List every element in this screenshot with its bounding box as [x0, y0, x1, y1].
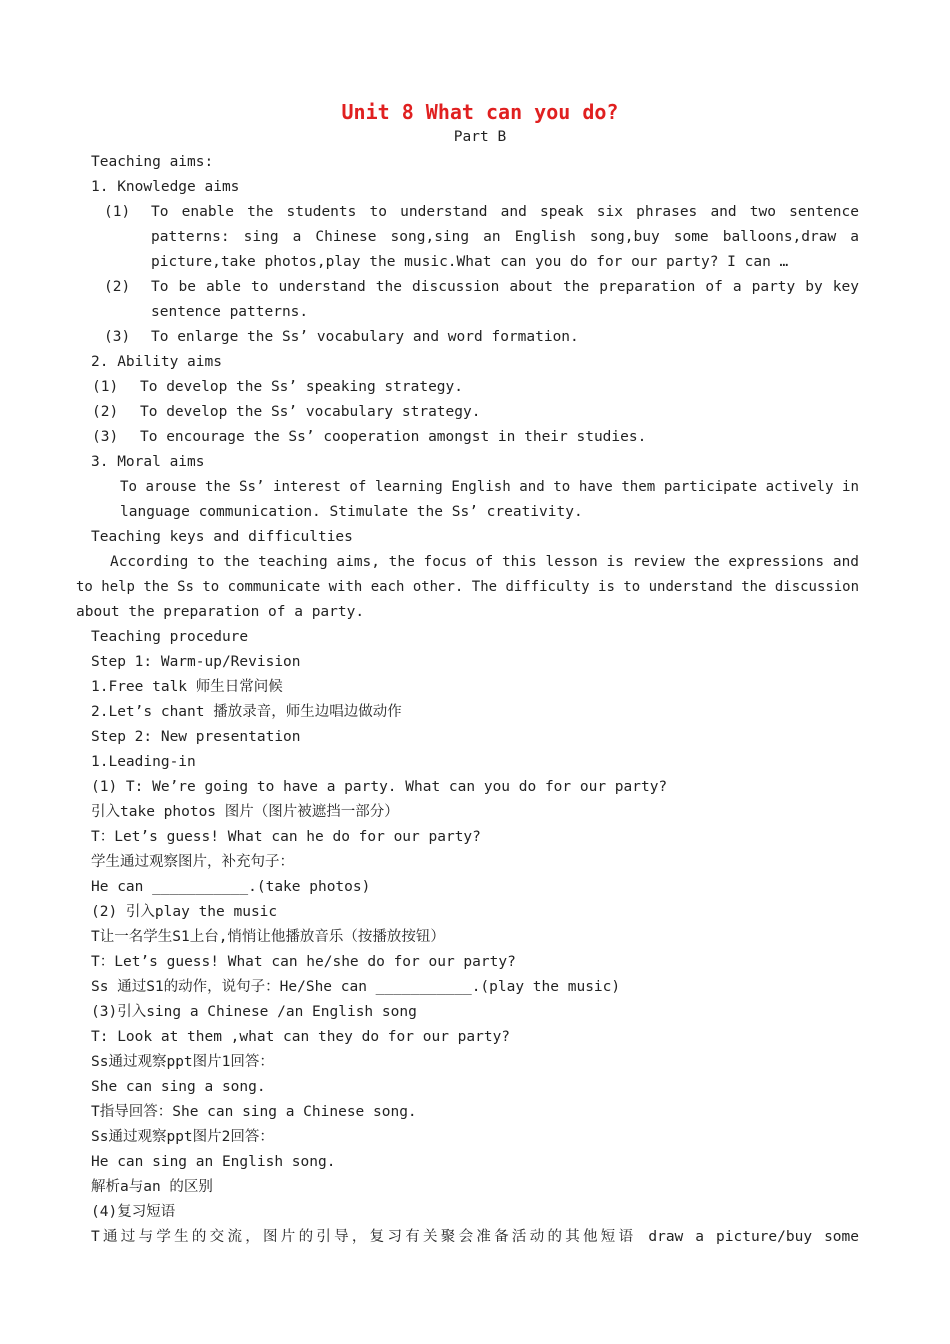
- step-1-item-2: 2.Let’s chant 播放录音，师生边唱边做动作: [91, 704, 402, 720]
- teaching-aims-heading: Teaching aims:: [91, 154, 214, 170]
- step-1-item-1: 1.Free talk 师生日常问候: [91, 679, 283, 695]
- procedure-line-7: T让一名学生S1上台,悄悄让他播放音乐（按播放按钮）: [91, 929, 445, 945]
- ability-item-1-number: (1): [92, 379, 119, 395]
- procedure-line-9: Ss 通过S1的动作，说句子：He/She can ___________.(play the music): [91, 979, 621, 995]
- procedure-line-17: 解析a与an 的区别: [91, 1179, 213, 1195]
- knowledge-aims-heading: 1. Knowledge aims: [91, 179, 240, 195]
- knowledge-item-3-number: (3): [104, 329, 131, 345]
- knowledge-item-1-line-3: picture,take photos,play the music.What can you do for our party? I can …: [151, 254, 789, 270]
- step-2-heading: Step 2: New presentation: [91, 729, 301, 745]
- procedure-line-10: (3)引入sing a Chinese /an English song: [91, 1004, 417, 1020]
- ability-aims-heading: 2. Ability aims: [91, 354, 222, 370]
- procedure-line-4: 学生通过观察图片，补充句子：: [91, 854, 294, 870]
- moral-aims-line-2: language communication. Stimulate the Ss’ creativity.: [120, 504, 583, 520]
- procedure-line-18: (4)复习短语: [91, 1204, 176, 1220]
- procedure-line-2: 引入take photos 图片（图片被遮挡一部分）: [91, 804, 399, 820]
- procedure-line-15: Ss通过观察ppt图片2回答：: [91, 1129, 274, 1145]
- ability-item-2-number: (2): [92, 404, 119, 420]
- ability-item-3-number: (3): [92, 429, 119, 445]
- teaching-keys-line-3: about the preparation of a party.: [76, 604, 365, 620]
- knowledge-item-1-number: (1): [104, 204, 131, 220]
- procedure-line-13: She can sing a song.: [91, 1079, 266, 1095]
- procedure-line-16: He can sing an English song.: [91, 1154, 336, 1170]
- leading-in-heading: 1.Leading-in: [91, 754, 196, 770]
- knowledge-item-3-line-1: To enlarge the Ss’ vocabulary and word formation.: [151, 329, 579, 345]
- procedure-line-19: T通过与学生的交流，图片的引导，复习有关聚会准备活动的其他短语 draw a picture/buy some: [91, 1229, 859, 1245]
- ability-item-1-text: To develop the Ss’ speaking strategy.: [140, 379, 464, 395]
- procedure-line-1: (1) T: We’re going to have a party. What can you do for our party?: [91, 779, 668, 795]
- procedure-line-3: T：Let’s guess! What can he do for our party?: [91, 829, 481, 845]
- teaching-procedure-heading: Teaching procedure: [91, 629, 249, 645]
- ability-item-2-text: To develop the Ss’ vocabulary strategy.: [140, 404, 481, 420]
- moral-aims-heading: 3. Moral aims: [91, 454, 205, 470]
- knowledge-item-2-number: (2): [104, 279, 131, 295]
- procedure-line-8: T：Let’s guess! What can he/she do for our party?: [91, 954, 516, 970]
- page-title: Unit 8 What can you do?: [341, 100, 619, 124]
- step-1-heading: Step 1: Warm-up/Revision: [91, 654, 301, 670]
- procedure-line-12: Ss通过观察ppt图片1回答：: [91, 1054, 274, 1070]
- teaching-keys-heading: Teaching keys and difficulties: [91, 529, 353, 545]
- knowledge-item-2-line-2: sentence patterns.: [151, 304, 309, 320]
- procedure-line-11: T: Look at them ,what can they do for our party?: [91, 1029, 511, 1045]
- knowledge-item-1-line-1: To enable the students to understand and speak six phrases and two sentence: [151, 204, 859, 220]
- procedure-line-6: (2) 引入play the music: [91, 904, 278, 920]
- procedure-line-14: T指导回答：She can sing a Chinese song.: [91, 1104, 417, 1120]
- procedure-line-5: He can ___________.(take photos): [91, 879, 371, 895]
- ability-item-3-text: To encourage the Ss’ cooperation amongst in their studies.: [140, 429, 647, 445]
- teaching-keys-line-2: to help the Ss to communicate with each other. The difficulty is to understand the discussion: [76, 579, 859, 595]
- moral-aims-line-1: To arouse the Ss’ interest of learning English and to have them participate actively in: [120, 479, 859, 495]
- teaching-keys-line-1: According to the teaching aims, the focus of this lesson is review the expressions and: [110, 554, 859, 570]
- knowledge-item-2-line-1: To be able to understand the discussion about the preparation of a party by key: [151, 279, 859, 295]
- page-subtitle: Part B: [453, 129, 507, 145]
- knowledge-item-1-line-2: patterns: sing a Chinese song,sing an English song,buy some balloons,draw a: [151, 229, 859, 245]
